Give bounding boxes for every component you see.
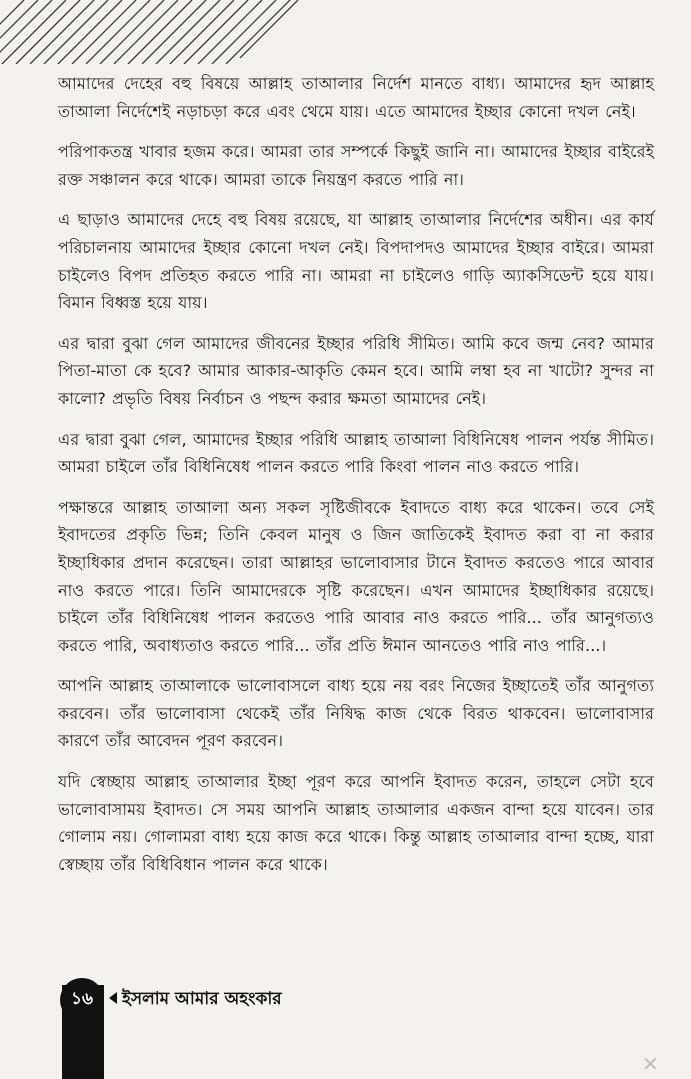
- paragraph: পক্ষান্তরে আল্লাহ তাআলা অন্য সকল সৃষ্টিজীবকে ইবাদতে বাধ্য করে থাকেন। তবে সেই ইবাদতের প্রকৃতি ভিন্ন; তিনি কেবল মানুষ ও জিন জাতিকেই ইবাদত করা বা না করার ইচ্ছাধিকার প্রদান করেছেন। তারা আল্লাহর ভালোবাসার টানে ইবাদত করতেও পারে আবার নাও করতে পারে। তিনি আমাদেরকে সৃষ্টি করেছেন। এখন আমাদের ইচ্ছাধিকার রয়েছে। চাইলে তাঁর বিধিনিষেধ পালন করতেও পারি আবার নাও করতে পারি... তাঁর আনুগত্যও করতে পারি, অবাধ্যতাও করতে পারি... তাঁর প্রতি ঈমান আনতেও পারি নাও পারি...।: [58, 497, 654, 655]
- paragraph: পরিপাকতন্ত্র খাবার হজম করে। আমরা তার সম্পর্কে কিছুই জানি না। আমাদের ইচ্ছার বাইরেই রক্ত সঞ্চালন করে থাকে। আমরা তাকে নিয়ন্ত্রণ করতে পারি না।: [58, 142, 654, 189]
- corner-hatch-decoration: [0, 0, 300, 64]
- running-title: ইসলাম আমার অহংকার: [122, 989, 282, 1009]
- paragraph: এর দ্বারা বুঝা গেল আমাদের জীবনের ইচ্ছার পরিধি সীমিত। আমি কবে জন্ম নেব? আমার পিতা-মাতা কে হবে? আমার আকার-আকৃতি কেমন হবে। আমি লম্বা হব না খাটো? সুন্দর না কালো? প্রভৃতি বিষয় নির্বাচন ও পছন্দ করার ক্ষমতা আমাদের নেই।: [58, 333, 654, 408]
- paragraph: এর দ্বারা বুঝা গেল, আমাদের ইচ্ছার পরিধি আল্লাহ তাআলা বিধিনিষেধ পালন পর্যন্ত সীমিত। আমরা চাইলে তাঁর বিধিনিষেধ পালন করতে পারি কিংবা পালন নাও করতে পারি।: [58, 429, 654, 477]
- scan-mark: ✕: [642, 1052, 659, 1076]
- page-number: ১৬: [60, 978, 104, 1022]
- triangle-pointer-icon: [109, 992, 117, 1004]
- paragraph: আপনি আল্লাহ তাআলাকে ভালোবাসলে বাধ্য হয়ে নয় বরং নিজের ইচ্ছাতেই তাঁর আনুগত্য করবেন। তাঁর ভালোবাসা থেকেই তাঁর নিষিদ্ধ কাজ থেকে বিরত থাকবেন। ভালোবাসার কারণে তাঁর আবেদন পূরণ করবেন।: [58, 676, 654, 751]
- paragraph: আমাদের দেহের বহু বিষয়ে আল্লাহ তাআলার নির্দেশ মানতে বাধ্য। আমাদের হৃদ আল্লাহ তাআলা নির্দেশেই নড়াচড়া করে এবং থেমে যায়। এতে আমাদের ইচ্ছার কোনো দখল নেই।: [58, 74, 654, 121]
- paragraph: এ ছাড়াও আমাদের দেহে বহু বিষয় রয়েছে, যা আল্লাহ তাআলার নির্দেশের অধীন। এর কার্য পরিচালনায় আমাদের ইচ্ছার কোনো দখল নেই। বিপদাপদও আমাদের ইচ্ছার বাইরে। আমরা চাইলেও বিপদ প্রতিহত করতে পারি না। আমরা না চাইলেও গাড়ি অ্যাকসিডেন্ট হয়ে যায়। বিমান বিধ্বস্ত হয়ে যায়।: [58, 210, 654, 313]
- paragraph: যদি স্বেচ্ছায় আল্লাহ তাআলার ইচ্ছা পূরণ করে আপনি ইবাদত করেন, তাহলে সেটা হবে ভালোবাসাময় ইবাদত। সে সময় আপনি আল্লাহ তাআলার একজন বান্দা হয়ে যাবেন। তার গোলাম নয়। গোলামরা বাধ্য হয়ে কাজ করে থাকে। কিন্তু আল্লাহ তাআলার বান্দা হচ্ছে, যারা স্বেচ্ছায় তাঁর বিধিবিধান পালন করে থাকে।: [58, 772, 654, 874]
- body-text: [58, 70, 654, 891]
